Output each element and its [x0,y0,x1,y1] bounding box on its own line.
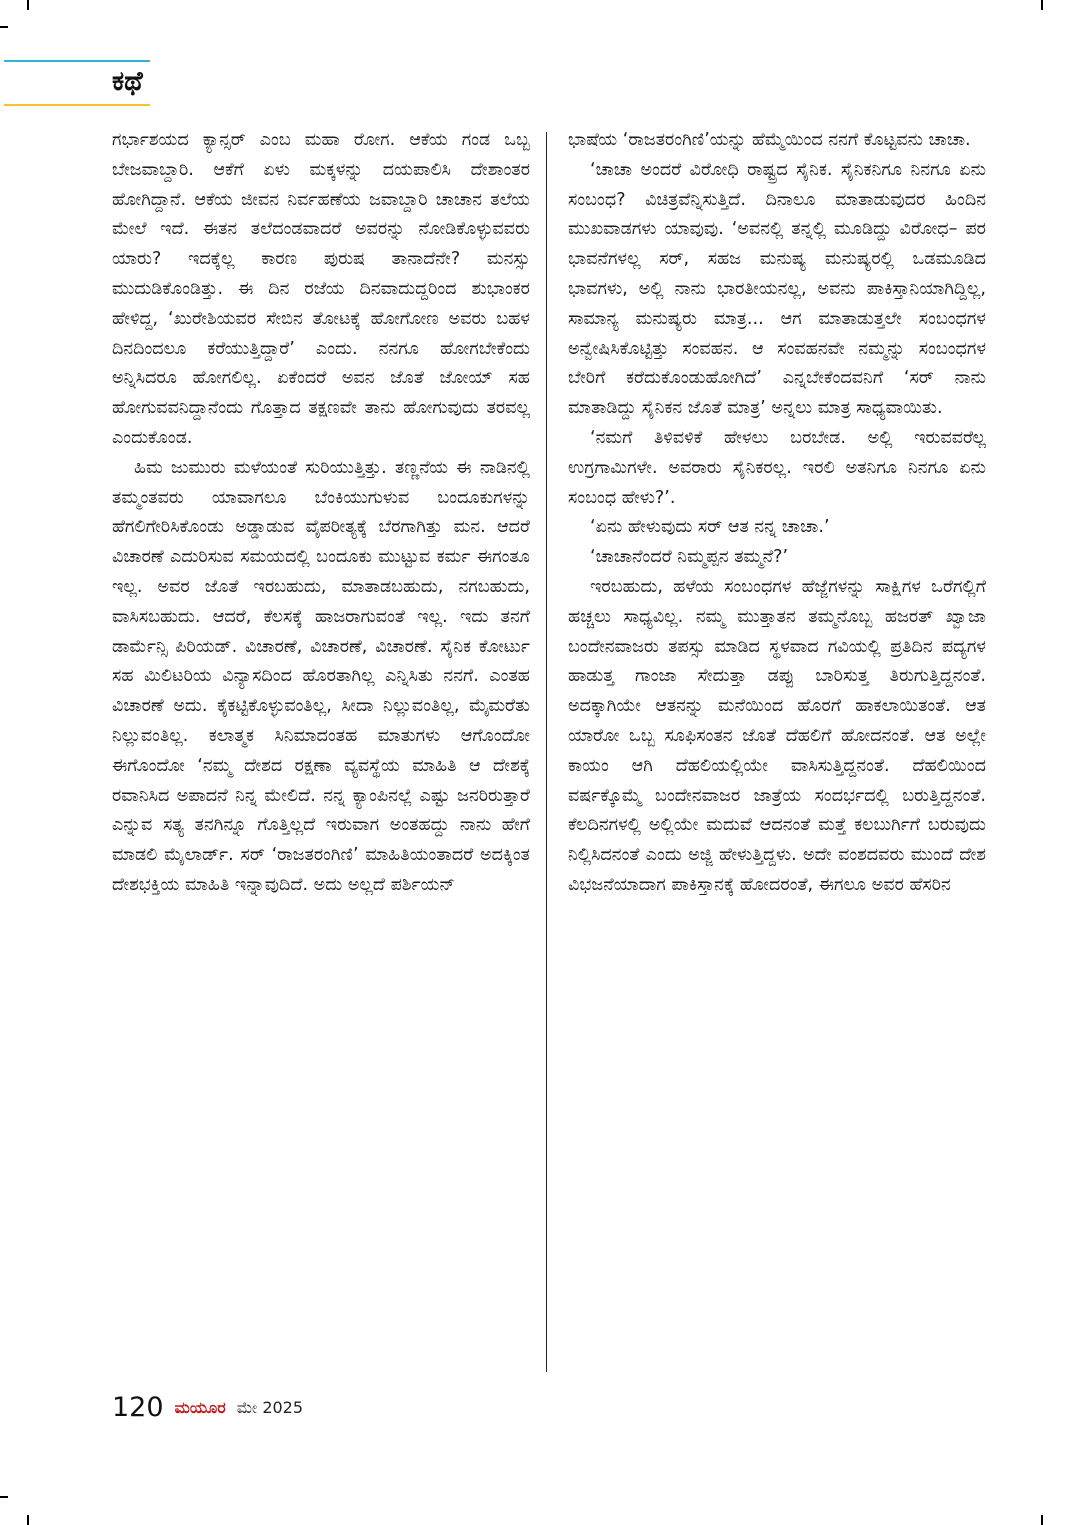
paragraph: ‘ಚಾಚಾ ಅಂದರೆ ವಿರೋಧಿ ರಾಷ್ಟ್ರದ ಸೈನಿಕ. ಸೈನಿಕನಿಗೂ ನಿನಗೂ ಏನು ಸಂಬಂಧ? ವಿಚಿತ್ರವೆನ್ನಿಸುತ್ತಿದೆ. ದಿನಾಲೂ ಮಾತಾಡುವುದರ ಹಿಂದಿನ ಮುಖವಾಡಗಳು ಯಾವುವು. ‘ಅವನಲ್ಲಿ ತನ್ನಲ್ಲಿ ಮೂಡಿದ್ದು ವಿರೋಧ– ಪರ ಭಾವನೆಗಳಲ್ಲ ಸರ್, ಸಹಜ ಮನುಷ್ಯ ಮನುಷ್ಯರಲ್ಲಿ ಒಡಮೂಡಿದ ಭಾವಗಳು, ಅಲ್ಲಿ ನಾನು ಭಾರತೀಯನಲ್ಲ, ಅವನು ಪಾಕಿಸ್ತಾನಿಯಾಗಿದ್ದಿಲ್ಲ, ಸಾಮಾನ್ಯ ಮನುಷ್ಯರು ಮಾತ್ರ... ಆಗ ಮಾತಾಡುತ್ತಲೇ ಸಂಬಂಧಗಳ ಅನ್ವೇಷಿಸಿಕೊಟ್ಟಿತ್ತು ಸಂವಹನ. ಆ ಸಂವಹನವೇ ನಮ್ಮನ್ನು ಸಂಬಂಧಗಳ ಬೇರಿಗೆ ಕರೆದುಕೊಂಡುಹೋಗಿದೆ’ ಎನ್ನಬೇಕೆಂದವನಿಗೆ ‘ಸರ್ ನಾನು ಮಾತಾಡಿದ್ದು ಸೈನಿಕನ ಜೊತೆ ಮಾತ್ರ’ ಅನ್ನಲು ಮಾತ್ರ ಸಾಧ್ಯವಾಯಿತು. [568,159,986,419]
paragraph: ‘ನಮಗೆ ತಿಳಿವಳಿಕೆ ಹೇಳಲು ಬರಬೇಡ. ಅಲ್ಲಿ ಇರುವವರೆಲ್ಲ ಉಗ್ರಗಾಮಿಗಳೇ. ಅವರಾರು ಸೈನಿಕರಲ್ಲ. ಇರಲಿ ಅತನಿಗೂ ನಿನಗೂ ಏನು ಸಂಬಂಧ ಹೇಳು?’. [568,427,986,508]
page-footer [112,1392,303,1432]
section-rule-top [4,60,150,62]
paragraph: ‘ಚಾಚಾನೆಂದರೆ ನಿಮ್ಮಪ್ಪನ ತಮ್ಮನೆ?’ [590,547,789,568]
issue-date: ಮೇ 2025 [236,1397,304,1417]
right-column [568,126,986,1376]
paragraph: ‘ಏನು ಹೇಳುವುದು ಸರ್ ಆತ ನನ್ನ ಚಾಚಾ.’ [590,517,830,538]
paragraph: ಹಿಮ ಜುಮುರು ಮಳೆಯಂತೆ ಸುರಿಯುತ್ತಿತ್ತು. ತಣ್ಣನೆಯ ಈ ನಾಡಿನಲ್ಲಿ ತಮ್ಮಂತವರು ಯಾವಾಗಲೂ ಬೆಂಕಿಯುಗುಳುವ ಬಂದೂಕುಗಳನ್ನು ಹೆಗಲಿಗೇರಿಸಿಕೊಂಡು ಅಡ್ಡಾಡುವ ವೈಪರೀತ್ಯಕ್ಕೆ ಬೆರಗಾಗಿತ್ತು ಮನ. ಆದರೆ ವಿಚಾರಣೆ ಎದುರಿಸುವ ಸಮಯದಲ್ಲಿ ಬಂದೂಕು ಮುಟ್ಟುವ ಕರ್ಮ ಈಗಂತೂ ಇಲ್ಲ. ಅವರ ಜೊತೆ ಇರಬಹುದು, ಮಾತಾಡಬಹುದು, ನಗಬಹುದು, ವಾಸಿಸಬಹುದು. ಆದರೆ, ಕೆಲಸಕ್ಕೆ ಹಾಜರಾಗುವಂತೆ ಇಲ್ಲ. ಇದು ತನಗೆ ಡಾರ್ಮೆನ್ಸಿ ಪಿರಿಯಡ್. ವಿಚಾರಣೆ, ವಿಚಾರಣೆ, ವಿಚಾರಣೆ. ಸೈನಿಕ ಕೋರ್ಟು ಸಹ ಮಿಲಿಟರಿಯ ವಿನ್ಯಾಸದಿಂದ ಹೊರತಾಗಿಲ್ಲ ಎನ್ನಿಸಿತು ನನಗೆ. ಎಂತಹ ವಿಚಾರಣೆ ಅದು. ಕೈಕಟ್ಟಿಕೊಳ್ಳುವಂತಿಲ್ಲ, ಸೀದಾ ನಿಲ್ಲುವಂತಿಲ್ಲ, ಮೈಮರೆತು ನಿಲ್ಲುವಂತಿಲ್ಲ. ಕಲಾತ್ಮಕ ಸಿನಿಮಾದಂತಹ ಮಾತುಗಳು ಆಗೊಂದೋ ಈಗೊಂದೋ ‘ನಮ್ಮ ದೇಶದ ರಕ್ಷಣಾ ವ್ಯವಸ್ಥೆಯ ಮಾಹಿತಿ ಆ ದೇಶಕ್ಕೆ ರವಾನಿಸಿದ ಅಪಾದನೆ ನಿನ್ನ ಮೇಲಿದೆ. ನನ್ನ ಕ್ಯಾಂಪಿನಲ್ಲೆ ಎಷ್ಟು ಜನರಿರುತ್ತಾರೆ ಎನ್ನುವ ಸತ್ಯ ತನಗಿನ್ನೂ ಗೊತ್ತಿಲ್ಲದೆ ಇರುವಾಗ ಅಂತಹದ್ದು ನಾನು ಹೇಗೆ ಮಾಡಲಿ ಮೈಲಾರ್ಡ್. ಸರ್ ‘ರಾಜತರಂಗಿಣಿ’ ಮಾಹಿತಿಯಂತಾದರೆ ಅದಕ್ಕಿಂತ ದೇಶಭಕ್ತಿಯ ಮಾಹಿತಿ ಇನ್ನಾವುದಿದೆ. ಅದು ಅಲ್ಲದೆ ಪರ್ಶಿಯನ್ [112,457,530,895]
section-rule-bottom [4,104,150,106]
crop-mark [0,26,8,28]
crop-mark [1041,0,1043,10]
crop-mark [1041,1515,1043,1525]
crop-mark [27,1515,29,1525]
crop-mark [0,1496,8,1498]
column-divider [546,132,547,1372]
section-title: ಕಥೆ [112,66,143,97]
page-number: 120 [112,1392,164,1423]
paragraph: ಭಾಷೆಯ ‘ರಾಜತರಂಗಿಣಿ’ಯನ್ನು ಹೆಮ್ಮೆಯಿಂದ ನನಗೆ ಕೊಟ್ಟವನು ಚಾಚಾ. [568,130,971,150]
crop-mark [27,0,29,10]
paragraph: ಇರಬಹುದು, ಹಳೆಯ ಸಂಬಂಧಗಳ ಹೆಜ್ಜೆಗಳನ್ನು ಸಾಕ್ಷಿಗಳ ಒರೆಗಲ್ಲಿಗೆ ಹಚ್ಚಲು ಸಾಧ್ಯವಿಲ್ಲ. ನಮ್ಮ ಮುತ್ತಾತನ ತಮ್ಮನೊಬ್ಬ ಹಜರತ್ ಖ್ವಾಜಾ ಬಂದೇನವಾಜರು ತಪಸ್ಸು ಮಾಡಿದ ಸ್ಥಳವಾದ ಗವಿಯಲ್ಲಿ ಪ್ರತಿದಿನ ಪದ್ಯಗಳ ಹಾಡುತ್ತ ಗಾಂಜಾ ಸೇದುತ್ತಾ ಡಪ್ಪು ಬಾರಿಸುತ್ತ ತಿರುಗುತ್ತಿದ್ದನಂತೆ. ಅದಕ್ಕಾಗಿಯೇ ಆತನನ್ನು ಮನೆಯಿಂದ ಹೊರಗೆ ಹಾಕಲಾಯಿತಂತೆ. ಆತ ಯಾರೋ ಒಬ್ಬ ಸೂಫಿಸಂತನ ಜೊತೆ ದೆಹಲಿಗೆ ಹೋದನಂತೆ. ಆತ ಅಲ್ಲೇ ಕಾಯಂ ಆಗಿ ದೆಹಲಿಯಲ್ಲಿಯೇ ವಾಸಿಸುತ್ತಿದ್ದನಂತೆ. ದೆಹಲಿಯಿಂದ ವರ್ಷಕ್ಕೊಮ್ಮೆ ಬಂದೇನವಾಜರ ಜಾತ್ರೆಯ ಸಂದರ್ಭದಲ್ಲಿ ಬರುತ್ತಿದ್ದನಂತೆ. ಕೆಲದಿನಗಳಲ್ಲಿ ಅಲ್ಲಿಯೇ ಮದುವೆ ಆದನಂತೆ ಮತ್ತೆ ಕಲಬುರ್ಗಿಗೆ ಬರುವುದು ನಿಲ್ಲಿಸಿದನಂತೆ ಎಂದು ಅಜ್ಜಿ ಹೇಳುತ್ತಿದ್ದಳು. ಅದೇ ವಂಶದವರು ಮುಂದೆ ದೇಶ ವಿಭಜನೆಯಾದಾಗ ಪಾಕಿಸ್ತಾನಕ್ಕೆ ಹೋದರಂತೆ, ಈಗಲೂ ಅವರ ಹೆಸರಿನ [568,576,986,895]
paragraph: ಗರ್ಭಾಶಯದ ಕ್ಯಾನ್ಸರ್ ಎಂಬ ಮಹಾ ರೋಗ. ಆಕೆಯ ಗಂಡ ಒಬ್ಬ ಬೇಜವಾಬ್ದಾರಿ. ಆಕೆಗೆ ಏಳು ಮಕ್ಕಳನ್ನು ದಯಪಾಲಿಸಿ ದೇಶಾಂತರ ಹೋಗಿದ್ದಾನೆ. ಆಕೆಯ ಜೀವನ ನಿರ್ವಹಣೆಯ ಜವಾಬ್ದಾರಿ ಚಾಚಾನ ತಲೆಯ ಮೇಲೆ ಇದೆ. ಈತನ ತಲೆದಂಡವಾದರೆ ಅವರನ್ನು ನೋಡಿಕೊಳ್ಳುವವರು ಯಾರು? ಇದಕ್ಕೆಲ್ಲ ಕಾರಣ ಪುರುಷ ತಾನಾದೆನೇ? ಮನಸ್ಸು ಮುದುಡಿಕೊಂಡಿತ್ತು. ಈ ದಿನ ರಜೆಯ ದಿನವಾದುದ್ದರಿಂದ ಶುಭಾಂಕರ ಹೇಳಿದ್ದ, ‘ಖುರೇಶಿಯವರ ಸೇಬಿನ ತೋಟಕ್ಕೆ ಹೋಗೋಣ ಅವರು ಬಹಳ ದಿನದಿಂದಲೂ ಕರೆಯುತ್ತಿದ್ದಾರೆ’ ಎಂದು. ನನಗೂ ಹೋಗಬೇಕೆಂದು ಅನ್ನಿಸಿದರೂ ಹೋಗಲಿಲ್ಲ. ಏಕೆಂದರೆ ಅವನ ಜೊತೆ ಜೋಯ್ ಸಹ ಹೋಗುವವನಿದ್ದಾನೆಂದು ಗೊತ್ತಾದ ತಕ್ಷಣವೇ ತಾನು ಹೋಗುವುದು ತರವಲ್ಲ ಎಂದುಕೊಂಡ. [112,130,530,448]
left-column [112,126,530,1376]
magazine-logo: ಮಯೂರ [174,1397,226,1417]
